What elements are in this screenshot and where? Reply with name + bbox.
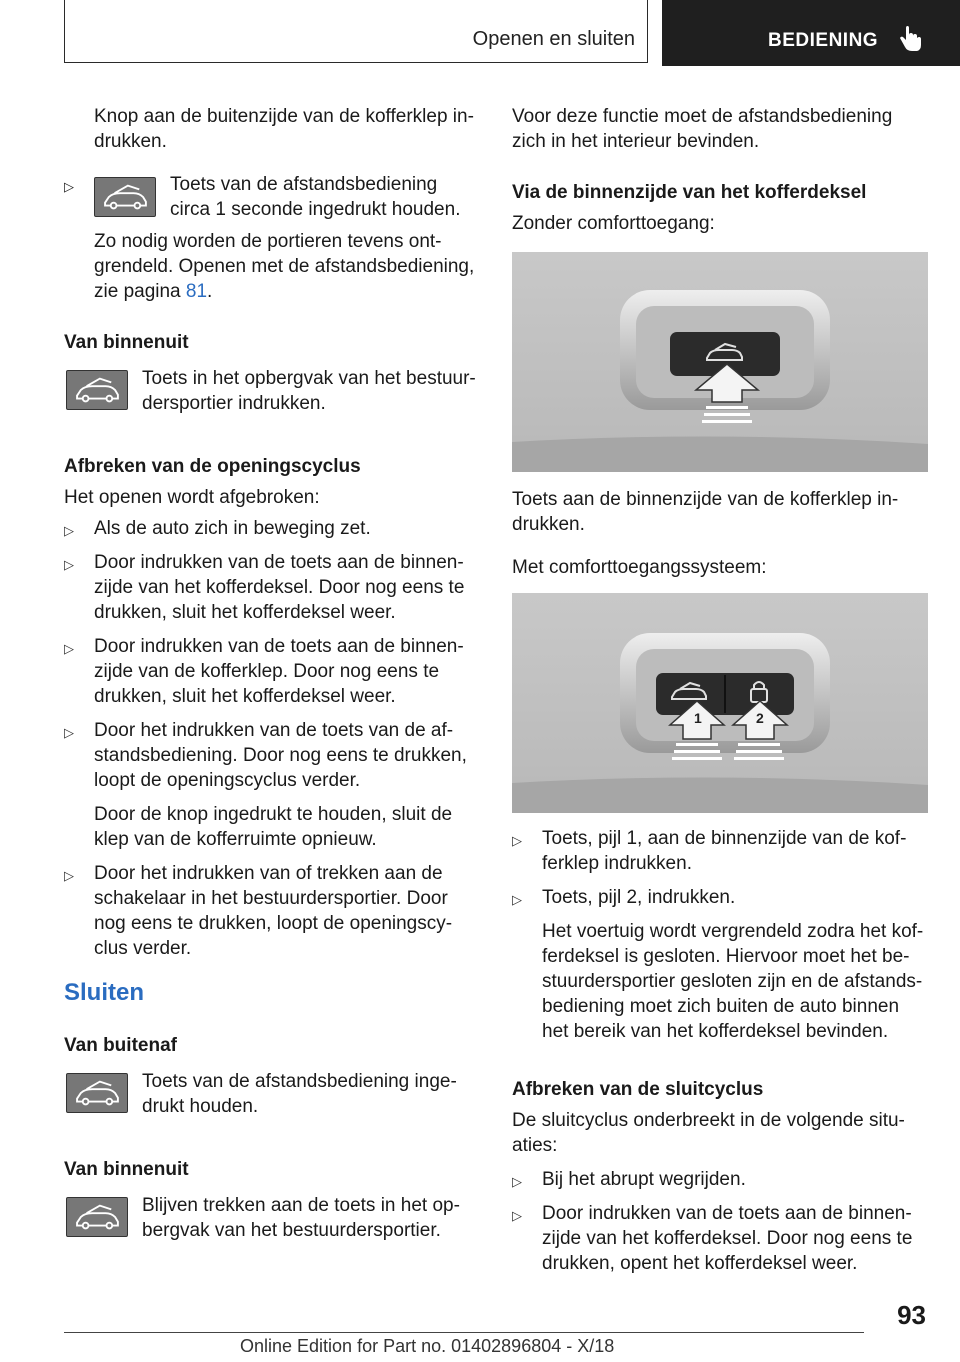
close-inside-line: bergvak van het bestuurdersportier. [142, 1220, 441, 1241]
list-item [64, 550, 484, 625]
chapter-title: BEDIENING [768, 30, 879, 51]
list-item-line: Door indrukken van de toets aan de binnen- [94, 636, 464, 657]
inside-line: dersportier indrukken. [142, 393, 326, 414]
triangle-right-outline-icon: ▷ [64, 179, 74, 194]
list-item-line: Door indrukken van de toets aan de binnen- [542, 1203, 912, 1224]
list-item-line: zijde van het kofferdeksel. Door nog eens te [542, 1228, 913, 1249]
list-item-line: klep van de kofferruimte opnieuw. [94, 829, 377, 850]
edition-note: Online Edition for Part no. 01402896804 - X/18 [240, 1336, 615, 1356]
list-item-line: ferdeksel is gesloten. Hiervoor moet het be- [542, 946, 910, 967]
comfort-buttons-photo [512, 593, 928, 813]
no-comfort-label: Zonder comforttoegang: [512, 213, 715, 234]
page-link[interactable]: 81 [185, 281, 208, 302]
photo1-caption [512, 487, 932, 537]
section-tab [64, 0, 648, 63]
list-item-line: standsbediening. Door nog eens te drukken, [94, 745, 467, 766]
abort-intro: Het openen wordt afgebroken: [64, 487, 320, 508]
list-item-line: Door de knop ingedrukt te houden, sluit de [94, 804, 453, 825]
list-item-line: ferklep indrukken. [542, 853, 692, 874]
car-trunk-open-icon [66, 370, 128, 410]
list-item-line: drukken, opent het kofferdeksel weer. [542, 1253, 858, 1274]
right-list [512, 826, 932, 1044]
list-item-line: schakelaar in het bestuurdersportier. Door [94, 888, 448, 909]
close-outside-line: drukt houden. [142, 1096, 259, 1117]
chapter-tab [662, 0, 960, 66]
close-outside-line: Toets van de afstandsbediening inge- [142, 1071, 457, 1092]
list-item-line: Door indrukken van de toets aan de binnen- [94, 552, 464, 573]
list-item [512, 1201, 932, 1276]
list-item [64, 718, 484, 793]
close-section-title: Sluiten [64, 979, 145, 1006]
triangle-right-outline-icon: ▷ [512, 1208, 522, 1223]
triangle-right-outline-icon: ▷ [64, 557, 74, 572]
caption-line: Toets aan de binnenzijde van de kofferklep in- [512, 489, 899, 510]
triangle-right-outline-icon: ▷ [64, 725, 74, 740]
list-item-line: drukken, sluit het kofferdeksel weer. [94, 686, 396, 707]
car-trunk-open-icon [66, 1073, 128, 1113]
close-abort-heading: Afbreken van de sluitcyclus [512, 1079, 764, 1100]
remote-note [94, 229, 494, 304]
list-item-line: nog eens te drukken, loopt de openingscy- [94, 913, 453, 934]
right-intro [512, 104, 932, 154]
list-item [64, 861, 484, 961]
hand-pointer-icon [898, 25, 924, 53]
list-item-line: drukken, sluit het kofferdeksel weer. [94, 602, 396, 623]
inside-text [142, 366, 487, 416]
page-number: 93 [897, 1300, 926, 1330]
triangle-right-outline-icon: ▷ [64, 641, 74, 656]
arrow-2-label: 2 [756, 710, 764, 726]
note-line: . [207, 281, 213, 302]
triangle-right-outline-icon: ▷ [512, 892, 522, 907]
close-abort-list [512, 1167, 932, 1276]
list-item-line: stuurdersportier gesloten zijn en de afstands- [542, 971, 923, 992]
list-item [512, 1167, 932, 1192]
intro-line: Knop aan de buitenzijde van de kofferklep in- [94, 106, 474, 127]
list-item-line: het bereik van het kofferdeksel bevinden. [542, 1021, 889, 1042]
remote-line: Toets van de afstandsbediening [170, 174, 438, 195]
close-abort-line: De sluitcyclus onderbreekt in de volgende situ- [512, 1110, 905, 1131]
list-item-line: Het voertuig wordt vergrendeld zodra het kof- [542, 921, 924, 942]
intro-line: drukken. [94, 131, 167, 152]
close-inside-heading: Van binnenuit [64, 1159, 189, 1180]
note-line: grendeld. Openen met de afstandsbediening, [94, 256, 475, 277]
car-trunk-open-icon [94, 177, 156, 217]
remote-line: circa 1 seconde ingedrukt houden. [170, 199, 461, 220]
inside-heading: Van binnenuit [64, 332, 189, 353]
list-item-line: zijde van het kofferdeksel. Door nog eens te [94, 577, 465, 598]
right-inside-heading: Via de binnenzijde van het kofferdeksel [512, 182, 867, 203]
right-intro-line: zich in het interieur bevinden. [512, 131, 760, 152]
close-abort-line: aties: [512, 1135, 558, 1156]
remote-text [170, 172, 490, 222]
list-item [512, 826, 932, 876]
close-outside-text [142, 1069, 487, 1119]
triangle-right-outline-icon: ▷ [512, 1174, 522, 1189]
car-trunk-open-icon [66, 1197, 128, 1237]
list-item-line: Door het indrukken van of trekken aan de [94, 863, 443, 884]
note-line: zie pagina [94, 281, 186, 302]
arrow-1-label: 1 [694, 710, 702, 726]
close-inside-line: Blijven trekken aan de toets in het op- [142, 1195, 460, 1216]
list-item [64, 516, 484, 541]
page-header [0, 0, 960, 66]
right-intro-line: Voor deze functie moet de afstandsbediening [512, 106, 893, 127]
close-outside-heading: Van buitenaf [64, 1035, 177, 1056]
list-item-line: Bij het abrupt wegrijden. [542, 1169, 746, 1190]
list-item-note [512, 919, 932, 1044]
list-item-line: Als de auto zich in beweging zet. [94, 518, 371, 539]
triangle-right-outline-icon: ▷ [64, 868, 74, 883]
list-item-note [64, 802, 484, 852]
caption-line: drukken. [512, 514, 585, 535]
list-item-line: Door het indrukken van de toets van de af- [94, 720, 454, 741]
abort-list [64, 516, 484, 961]
list-item-line: loopt de openingscyclus verder. [94, 770, 361, 791]
list-item-line: bediening moet zich buiten de auto binnen [542, 996, 900, 1017]
list-item-line: clus verder. [94, 938, 192, 959]
close-abort-intro [512, 1108, 932, 1158]
list-item-line: Toets, pijl 1, aan de binnenzijde van de kof- [542, 828, 907, 849]
section-title: Openen en sluiten [472, 28, 635, 50]
left-column [64, 104, 484, 154]
inside-line: Toets in het opbergvak van het bestuur- [142, 368, 476, 389]
list-item-line: zijde van de kofferklep. Door nog eens te [94, 661, 440, 682]
note-line: Zo nodig worden de portieren tevens ont- [94, 231, 442, 252]
close-inside-text [142, 1193, 487, 1243]
list-item-line: Toets, pijl 2, indrukken. [542, 887, 736, 908]
list-item [512, 885, 932, 910]
with-comfort-label: Met comforttoegangssysteem: [512, 557, 767, 578]
abort-heading: Afbreken van de openingscyclus [64, 456, 361, 477]
triangle-right-outline-icon: ▷ [512, 833, 522, 848]
triangle-right-outline-icon: ▷ [64, 523, 74, 538]
list-item [64, 634, 484, 709]
footer-divider [64, 1332, 864, 1333]
trunk-button-photo [512, 252, 928, 472]
